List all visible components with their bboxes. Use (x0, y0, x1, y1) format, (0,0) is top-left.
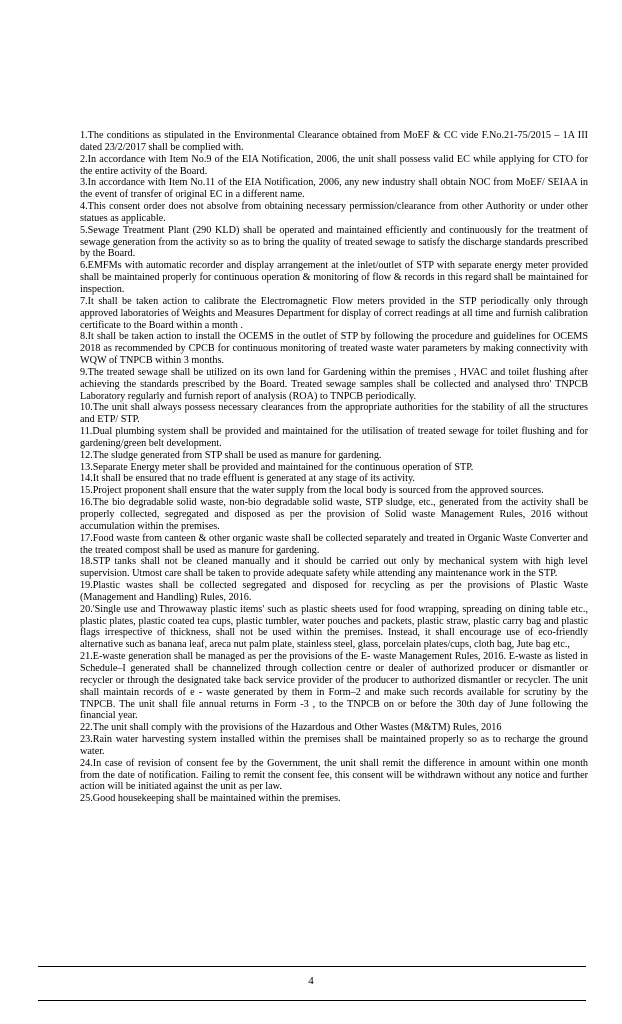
condition-text: The unit shall comply with the provisions of the Hazardous and Other Wastes (M&TM) Rules, 2016 (92, 722, 502, 734)
condition-item (80, 296, 588, 332)
condition-item (80, 201, 588, 225)
condition-item (80, 331, 588, 367)
condition-number: 15. (80, 485, 93, 497)
condition-number: 18. (80, 556, 93, 568)
condition-number: 24. (80, 757, 93, 769)
condition-item (80, 462, 588, 474)
condition-number: 6. (80, 260, 88, 272)
condition-item (80, 473, 588, 485)
condition-item (80, 604, 588, 651)
condition-item (80, 485, 588, 497)
condition-item (80, 722, 588, 734)
condition-text: It shall be taken action to calibrate the Electromagnetic Flow meters provided in the STP periodically only through approved laboratories of Weights and Measures Department for display of correct readings at all time and furnish calibration certificate to the Board within a month . (80, 295, 588, 331)
condition-text: Plastic wastes shall be collected segregated and disposed for recycling as per the provisions of Plastic Waste (Management and Handling) Rules, 2016. (80, 580, 588, 603)
condition-number: 9. (80, 366, 88, 378)
condition-item (80, 651, 588, 722)
condition-number: 22. (80, 722, 93, 734)
condition-text: Dual plumbing system shall be provided and maintained for the utilisation of treated sewage for toilet flushing and for gardening/green belt development. (80, 426, 588, 449)
condition-number: 14. (80, 473, 93, 485)
condition-text: In case of revision of consent fee by the Government, the unit shall remit the difference in amount within one month from the date of notification. Failing to remit the consent fee, this consent will be withdrawn without any notice and further action will be initiated against the unit as per law. (80, 757, 588, 793)
condition-text: Sewage Treatment Plant (290 KLD) shall be operated and maintained efficiently and continuously for the treatment of sewage generation from the activity so as to bring the quality of treated sewage to satisfy the discharge standards prescribed by the Board. (80, 224, 588, 260)
condition-item (80, 497, 588, 533)
condition-number: 19. (80, 580, 93, 592)
condition-text: EMFMs with automatic recorder and display arrangement at the inlet/outlet of STP with separate energy meter provided shall be maintained properly for continuous operation & monitoring of flow & records in this regard shall be maintained for inspection. (80, 260, 588, 295)
condition-number: 2. (80, 153, 88, 165)
condition-text: Food waste from canteen & other organic waste shall be collected separately and treated in Organic Waste Converter and the treated compost shall be used as manure for gardening. (80, 532, 588, 556)
condition-number: 11. (80, 426, 93, 438)
condition-text: In accordance with Item No.11 of the EIA Notification, 2006, any new industry shall obtain NOC from MoEF/ SEIAA in the event of transfer of original EC in a different name. (80, 177, 588, 201)
condition-text: Project proponent shall ensure that the water supply from the local body is sourced from the approved sources. (92, 485, 544, 497)
condition-number: 23. (80, 734, 93, 746)
condition-number: 8. (80, 331, 88, 343)
condition-item (80, 260, 588, 296)
footer-bottom-rule (38, 1000, 586, 1001)
condition-text: Separate Energy meter shall be provided and maintained for the continuous operation of STP. (92, 461, 474, 473)
condition-number: 1. (80, 130, 88, 141)
condition-text: This consent order does not absolve from obtaining necessary permission/clearance from other Authority or under other statues as applicable. (80, 201, 588, 224)
condition-text: The unit shall always possess necessary clearances from the appropriate authorities for the stability of all the structures and ETP/ STP. (80, 402, 588, 426)
condition-item (80, 426, 588, 450)
condition-item (80, 154, 588, 178)
condition-item (80, 533, 588, 557)
condition-number: 5. (80, 224, 88, 236)
condition-item (80, 758, 588, 794)
condition-number: 12. (80, 449, 93, 461)
condition-text: It shall be taken action to install the OCEMS in the outlet of STP by following the procedure and guidelines for OCEMS 2018 as recommended by CPCB for continuous monitoring of treated waste water parameters by making connectivity with WQW of TNPCB within 3 months. (80, 331, 588, 367)
condition-text: In accordance with Item No.9 of the EIA Notification, 2006, the unit shall possess valid EC while applying for CTO for the entire activity of the Board. (80, 153, 588, 177)
condition-number: 21. (80, 651, 93, 663)
condition-number: 3. (80, 177, 88, 189)
condition-number: 20. (80, 603, 93, 615)
condition-text: Good housekeeping shall be maintained within the premises. (92, 793, 341, 805)
condition-text: The bio degradable solid waste, non-bio degradable solid waste, STP sludge, etc., generated from the activity shall be properly collected, segregated and disposed as per the provision of Solid waste Management Rules, 2016 without accumulation within the premises. (80, 497, 588, 532)
condition-text: Rain water harvesting system installed within the premises shall be maintained properly so as to recharge the ground water. (80, 734, 588, 757)
conditions-list (80, 130, 588, 805)
condition-text: STP tanks shall not be cleaned manually and it should be carried out only by mechanical system with high level supervision. Utmost care shall be taken to provide adequate safety while attending any maintenance work in the STP. (80, 556, 588, 580)
condition-item (80, 367, 588, 403)
condition-item (80, 225, 588, 261)
condition-number: 7. (80, 295, 88, 307)
condition-text: The conditions as stipulated in the Environmental Clearance obtained from MoEF & CC vide F.No.21-75/2015 – 1A III dated 23/2/2017 shall be complied with. (80, 130, 588, 153)
condition-item (80, 130, 588, 154)
condition-item (80, 580, 588, 604)
condition-number: 13. (80, 461, 93, 473)
condition-number: 4. (80, 201, 88, 213)
condition-number: 25. (80, 793, 93, 805)
condition-item (80, 556, 588, 580)
condition-text: The sludge generated from STP shall be used as manure for gardening. (92, 449, 382, 461)
condition-item (80, 734, 588, 758)
footer-top-rule (38, 966, 586, 967)
condition-item (80, 402, 588, 426)
condition-text: The treated sewage shall be utilized on its own land for Gardening within the premises , HVAC and toilet flushing after achieving the standards prescribed by the Board. Treated sewage samples shall be collected and analysed thro' TNPCB Laboratory regularly and furnish report of analysis (ROA) to TNPCB periodically. (80, 366, 588, 402)
page-number: 4 (308, 975, 314, 987)
condition-item (80, 450, 588, 462)
condition-number: 17. (80, 532, 93, 544)
condition-text: 'Single use and Throwaway plastic items' such as plastic sheets used for food wrapping, spreading on dining table etc., plastic plates, plastic coated tea cups, plastic tumbler, water pouches and packets, plastic straw, plastic carry bag and plastic flags irrespective of thickness, shall not be used within the premises. Instead, it shall encourage use of eco-friendly alternative such as banana leaf, areca nut palm plate, stainless steel, glass, porcelain plates/cups, cloth bag, Jute bag etc., (80, 603, 588, 651)
condition-item (80, 793, 588, 805)
condition-item (80, 177, 588, 201)
condition-number: 10. (80, 402, 93, 414)
condition-text: E-waste generation shall be managed as per the provisions of the E- waste Management Rules, 2016. E-waste as listed in Schedule–I generated shall be channelized through collection centre or dealer of authorized producer or dismantler or recycler or through the designated take back service provider of the producer to authorized dismantler or recycler. The unit shall maintain records of e - waste generated by them in Form–2 and make such records available for scrutiny by the TNPCB. The unit shall file annual returns in Form -3 , to the TNPCB on or before the 30th day of June following the financial year. (80, 651, 588, 722)
condition-number: 16. (80, 497, 93, 509)
condition-text: It shall be ensured that no trade effluent is generated at any stage of its activity. (92, 473, 415, 485)
